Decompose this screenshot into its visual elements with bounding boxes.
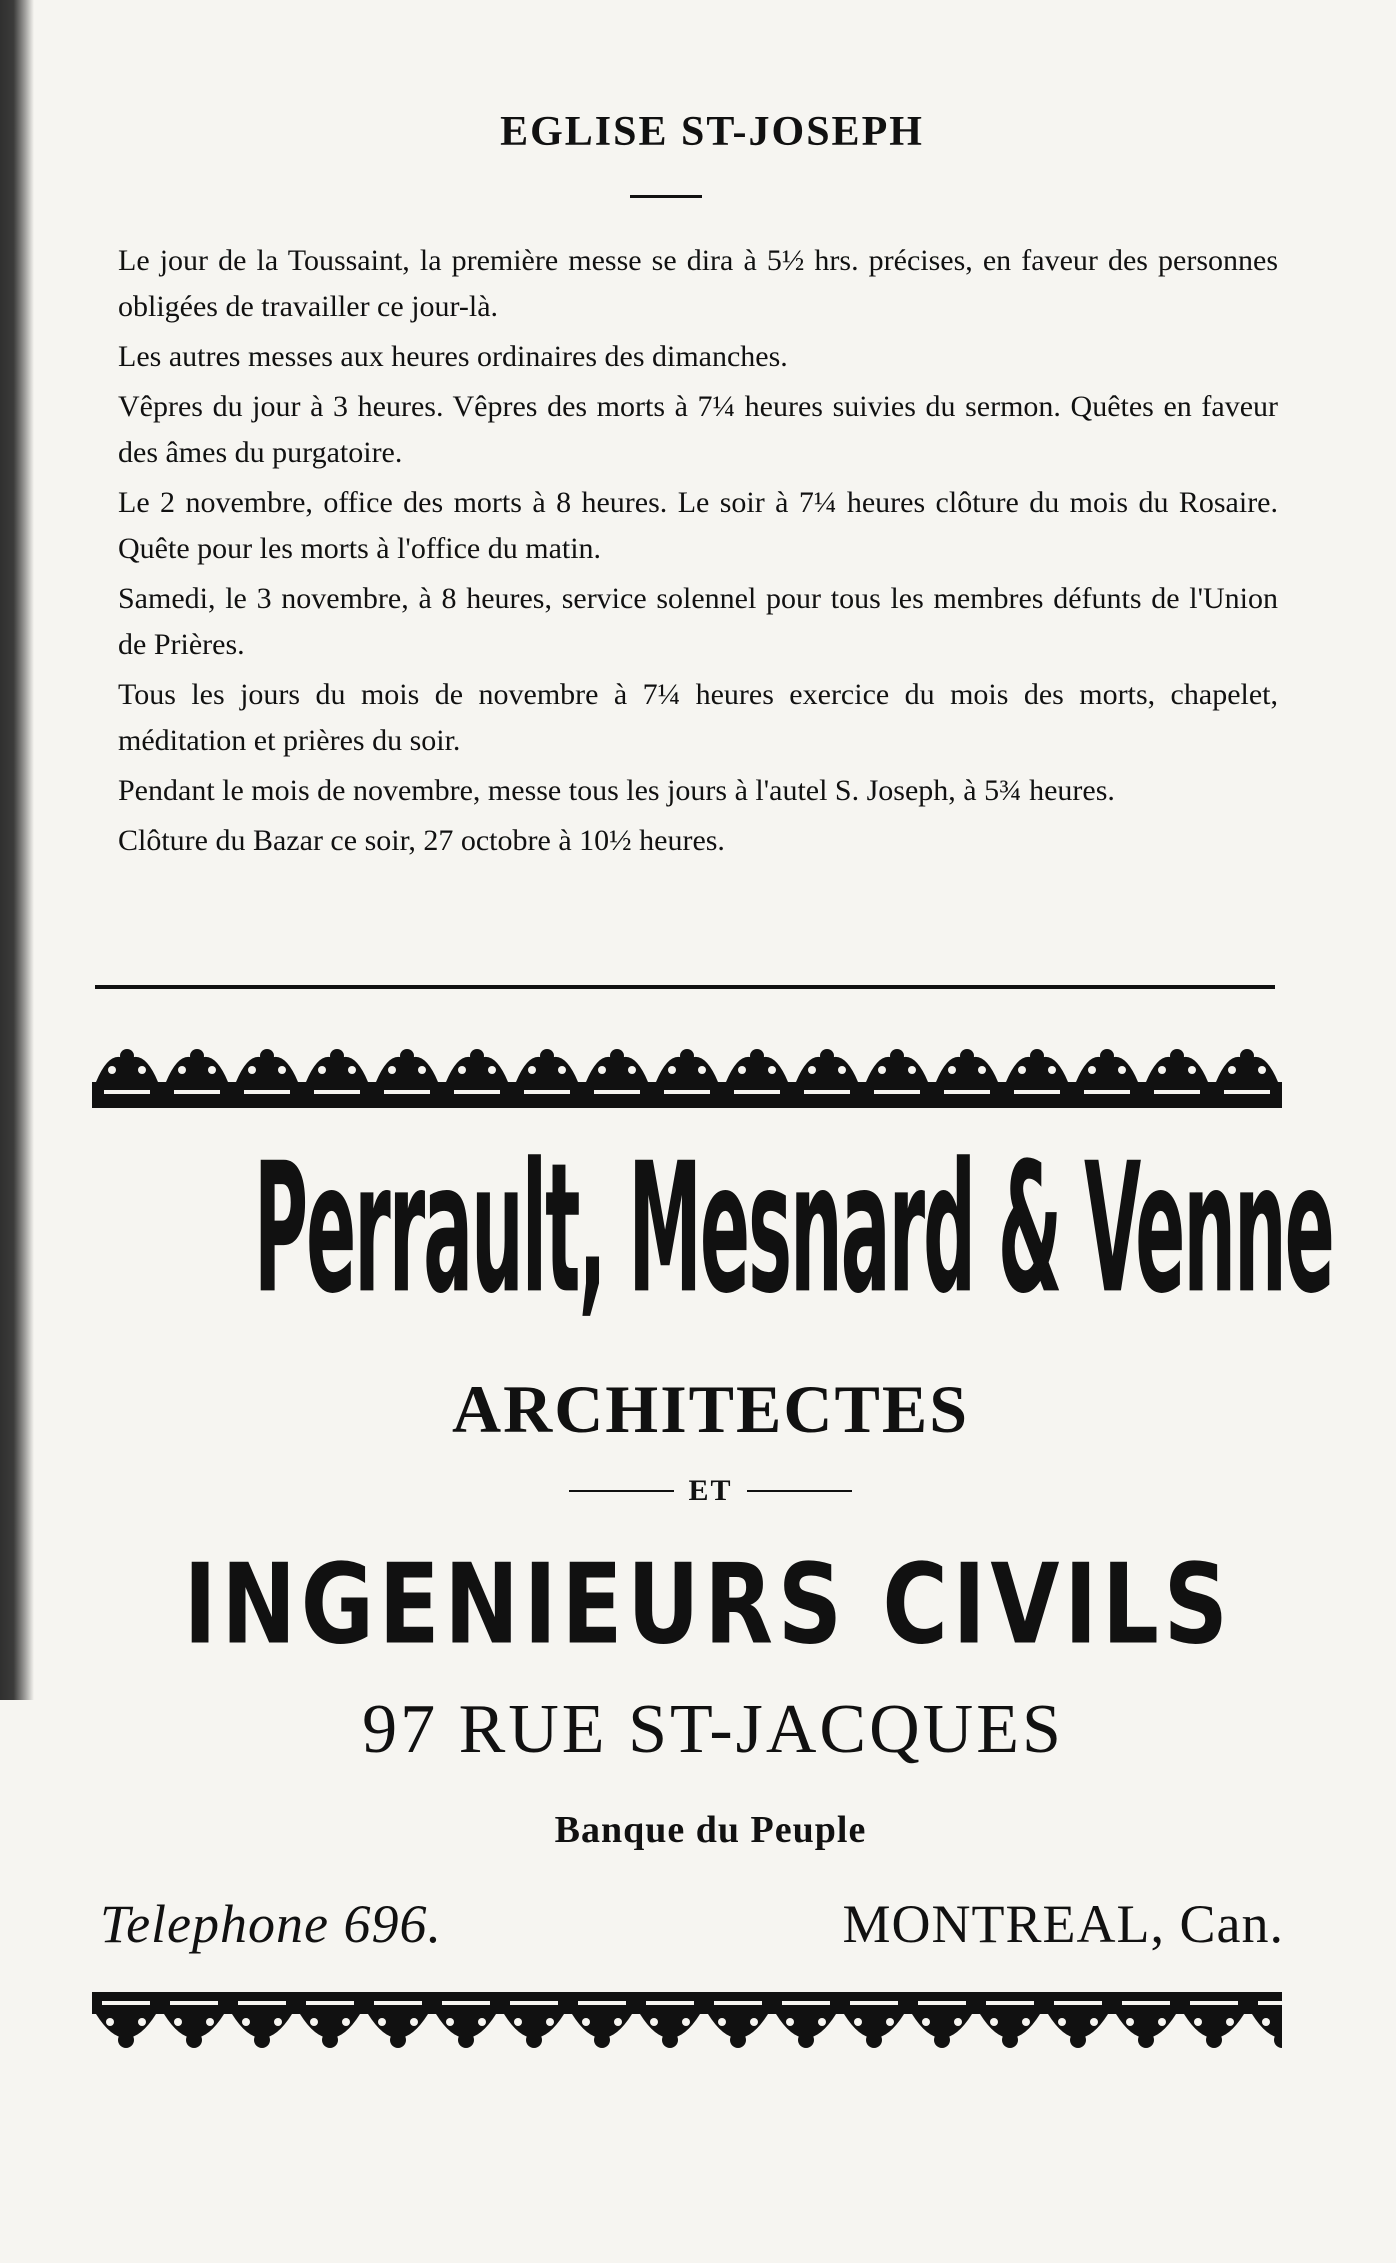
ornamental-border-bottom (92, 1992, 1282, 2058)
telephone-number: Telephone 696. (100, 1894, 442, 1954)
notice-paragraph: Clôture du Bazar ce soir, 27 octobre à 10½ heures. (118, 824, 725, 857)
profession-heading: ARCHITECTES (451, 1371, 970, 1447)
city-location: MONTREAL, Can. (842, 1894, 1284, 1954)
rule-right (747, 1490, 852, 1492)
notice-paragraph: Le jour de la Toussaint, la première messe se dira à 5½ hrs. précises, en faveur des personnes obligées de travailler ce jour-là. (118, 244, 1278, 323)
notice-paragraph: Vêpres du jour à 3 heures. Vêpres des morts à 7¼ heures suivies du sermon. Quêtes en faveur des âmes du purgatoire. (118, 390, 1278, 469)
title-rule (630, 195, 702, 198)
ornamental-border-top (92, 1042, 1282, 1108)
notice-body (118, 238, 1278, 868)
notice-paragraph: Pendant le mois de novembre, messe tous les jours à l'autel S. Joseph, à 5¾ heures. (118, 774, 1115, 807)
profession-heading-2: INGENIEURS CIVILS (183, 1540, 1233, 1669)
notice-title: EGLISE ST-JOSEPH (500, 109, 924, 155)
notice-paragraph: Les autres messes aux heures ordinaires des dimanches. (118, 340, 788, 373)
notice-paragraph: Le 2 novembre, office des morts à 8 heures. Le soir à 7¼ heures clôture du mois du Rosaire. Quête pour les morts à l'office du matin. (118, 486, 1278, 565)
conjunction-row (25, 1474, 1396, 1508)
firm-name: Perrault, Mesnard & Venne (253, 1125, 1333, 1334)
section-divider (95, 985, 1275, 989)
rule-left (569, 1490, 674, 1492)
conjunction-word: ET (688, 1474, 733, 1507)
notice-paragraph: Samedi, le 3 novembre, à 8 heures, service solennel pour tous les membres défunts de l'Union de Prières. (118, 582, 1278, 661)
street-address: 97 RUE ST-JACQUES (362, 1691, 1064, 1768)
notice-paragraph: Tous les jours du mois de novembre à 7¼ heures exercice du mois des morts, chapelet, méditation et prières du soir. (118, 678, 1278, 757)
building-name: Banque du Peuple (554, 1809, 867, 1851)
